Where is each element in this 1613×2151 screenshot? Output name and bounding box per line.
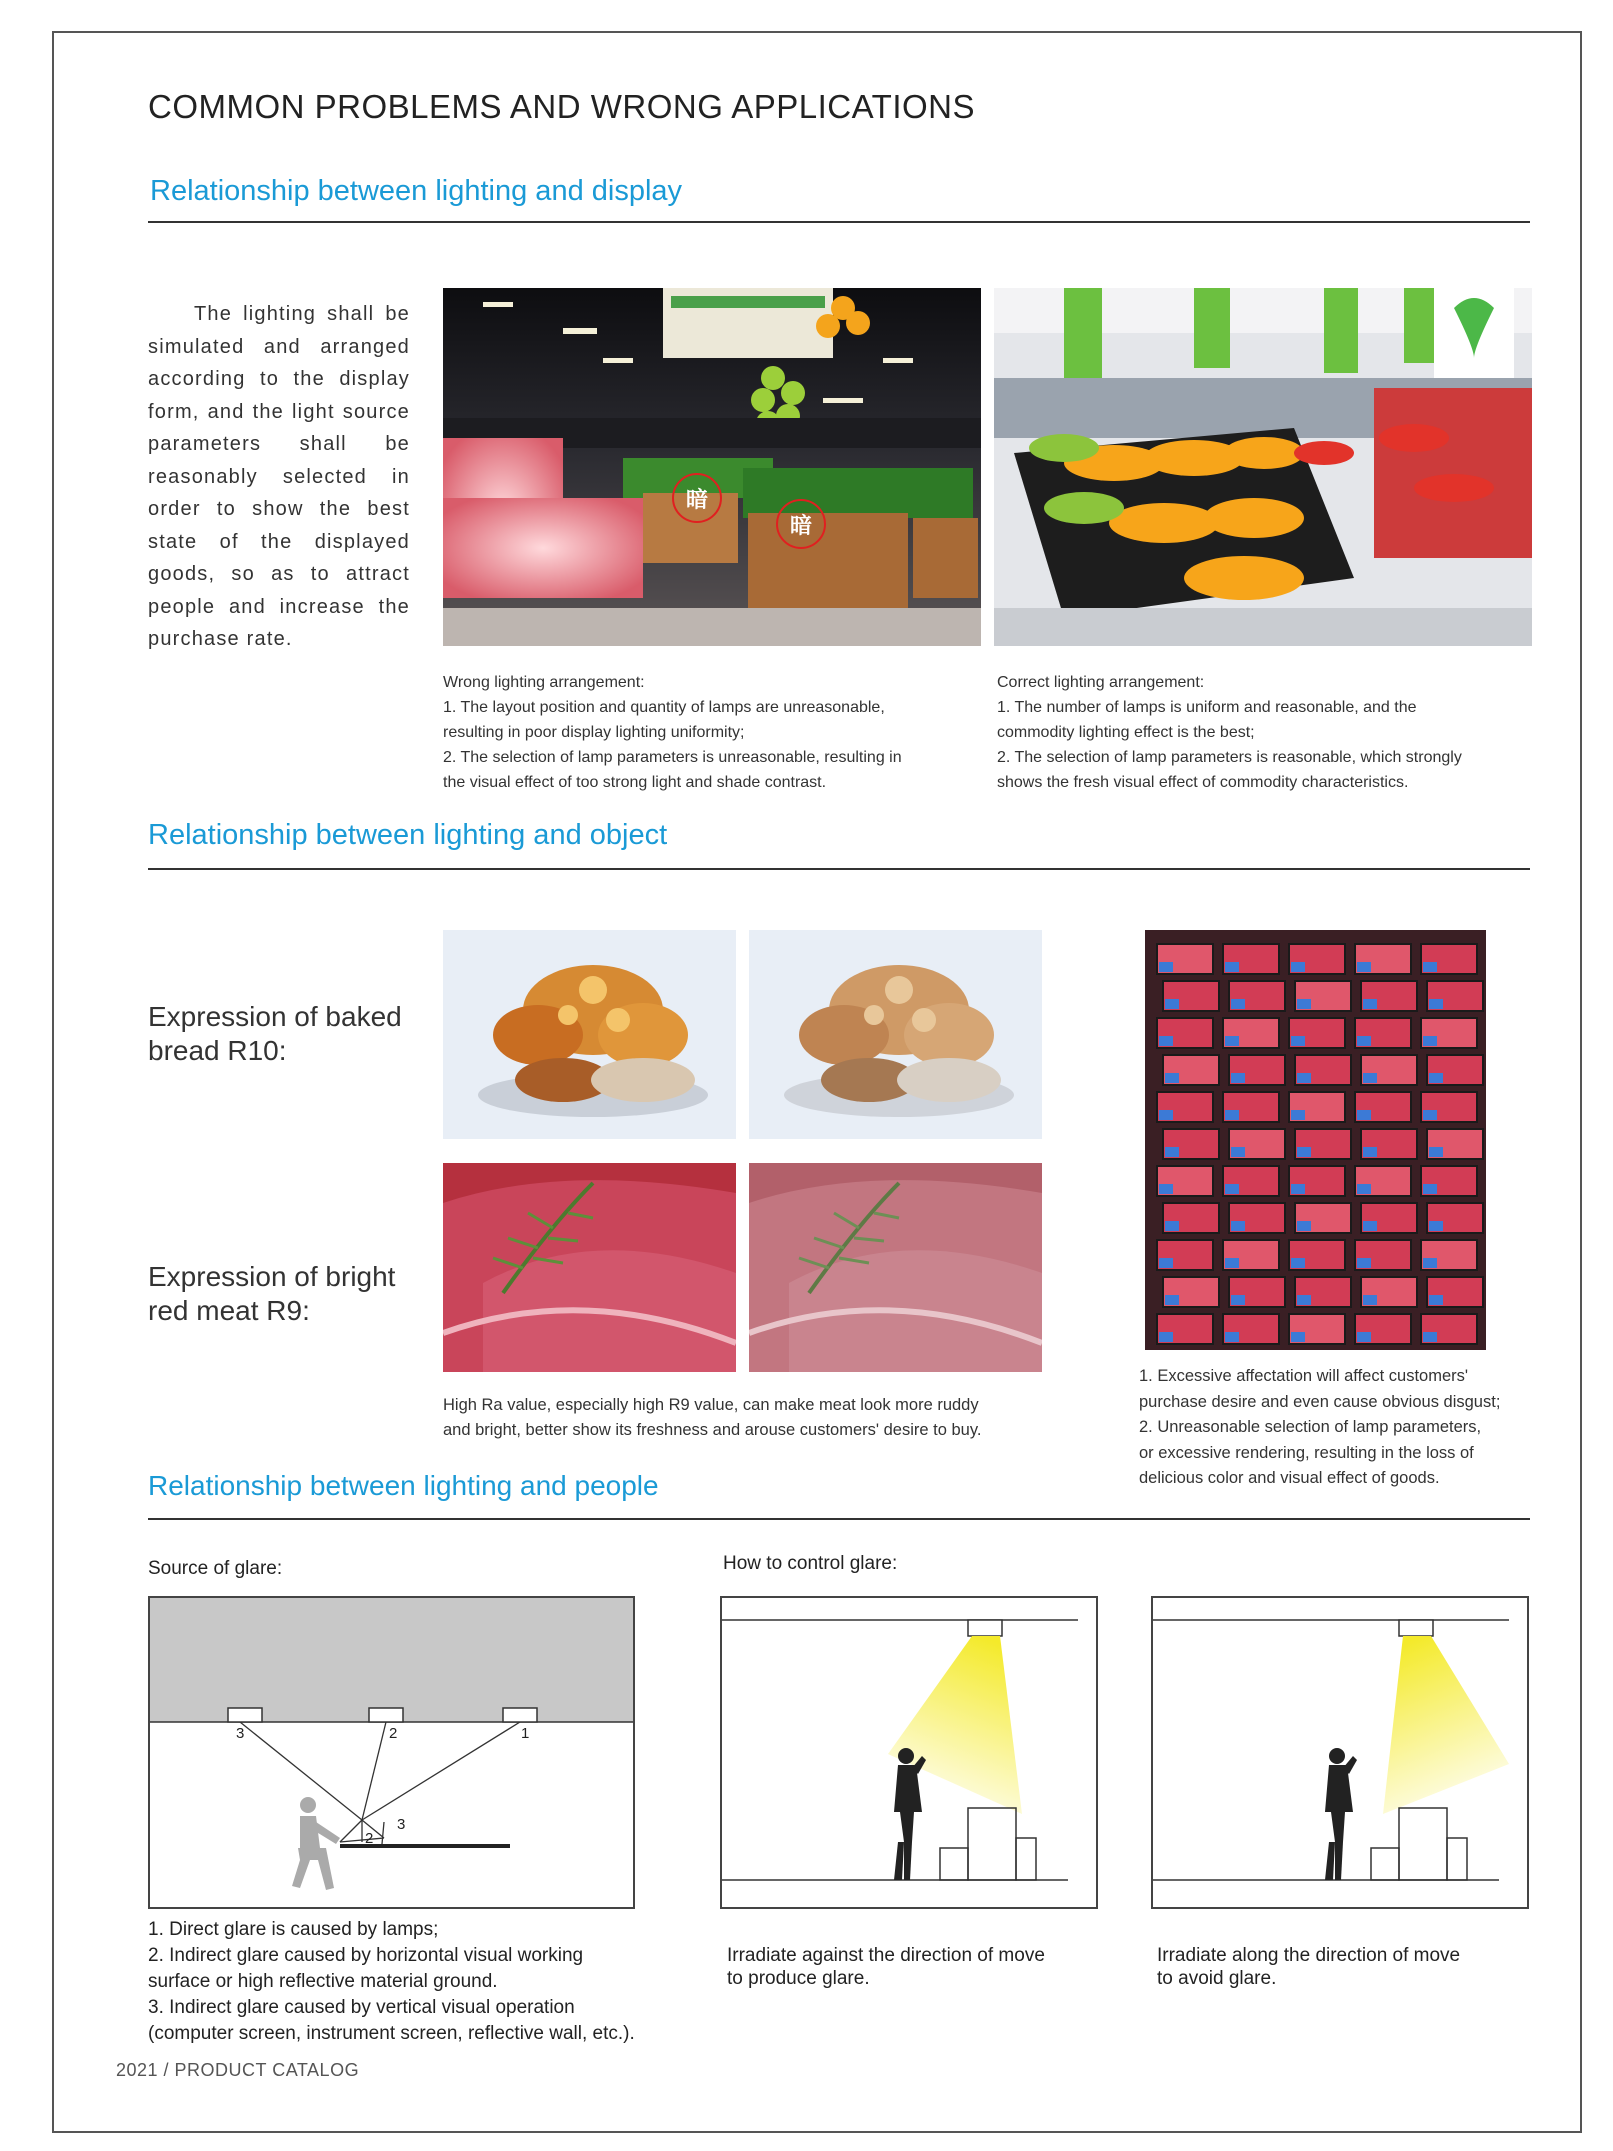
section-rule	[148, 221, 1530, 223]
caption-line: 2. The selection of lamp parameters is reasonable, which strongly	[997, 749, 1462, 766]
caption-line: the visual effect of too strong light and shade contrast.	[443, 774, 827, 791]
caption-title: Wrong lighting arrangement:	[443, 674, 645, 691]
reflection-number: 3	[397, 1816, 406, 1833]
photo-meat-r9-low	[749, 1163, 1042, 1372]
photo-meat-r9-high	[443, 1163, 736, 1372]
lamp-number: 2	[389, 1725, 398, 1742]
glare-source-label: Source of glare:	[148, 1558, 283, 1579]
note-line: 1. Direct glare is caused by lamps;	[148, 1919, 439, 1940]
caption-line: or excessive rendering, resulting in the loss of	[1139, 1443, 1474, 1462]
reflection-number: 2	[365, 1830, 374, 1847]
dark-spot-badge: 暗	[776, 499, 826, 549]
photo-wrong-lighting-supermarket	[443, 288, 981, 646]
glare-control-label: How to control glare:	[723, 1553, 898, 1574]
caption-line: 1. The number of lamps is uniform and reasonable, and the	[997, 699, 1417, 716]
caption-line: 2. Unreasonable selection of lamp parameters,	[1139, 1418, 1482, 1436]
caption-line: purchase desire and even cause obvious disgust;	[1139, 1392, 1501, 1411]
section-heading-people: Relationship between lighting and people	[148, 1470, 659, 1501]
section-rule	[148, 1518, 1530, 1520]
label-line: bread R10:	[148, 1035, 287, 1066]
caption-line: to produce glare.	[727, 1968, 870, 1989]
lamp-number: 3	[236, 1725, 245, 1742]
against-direction-caption	[727, 1944, 1045, 1990]
lamp-number: 1	[521, 1725, 530, 1742]
label-line: Expression of bright	[148, 1261, 396, 1292]
caption-line: Irradiate along the direction of move	[1157, 1945, 1461, 1966]
section-heading-display: Relationship between lighting and display	[150, 175, 683, 207]
photo-correct-lighting-supermarket	[994, 288, 1532, 646]
caption-line: delicious color and visual effect of goods.	[1139, 1469, 1440, 1487]
bread-label	[148, 1000, 402, 1068]
along-direction-caption	[1157, 1944, 1460, 1990]
caption-line: to avoid glare.	[1157, 1968, 1277, 1989]
meat-case-caption	[1139, 1364, 1500, 1492]
note-line: surface or high reflective material ground.	[148, 1971, 498, 1992]
note-line: 2. Indirect glare caused by horizontal visual working	[148, 1945, 584, 1966]
caption-line: High Ra value, especially high R9 value, can make meat look more ruddy	[443, 1396, 979, 1414]
wrong-arrangement-caption	[443, 670, 902, 795]
caption-line: Irradiate against the direction of move	[727, 1945, 1045, 1966]
photo-meat-display-case	[1145, 930, 1486, 1350]
caption-line: and bright, better show its freshness and arouse customers' desire to buy.	[443, 1421, 982, 1439]
caption-line: resulting in poor display lighting uniformity;	[443, 724, 745, 741]
caption-line: 2. The selection of lamp parameters is unreasonable, resulting in	[443, 749, 902, 766]
caption-line: 1. Excessive affectation will affect customers'	[1139, 1367, 1469, 1385]
page-footer: 2021 / PRODUCT CATALOG	[116, 2060, 360, 2080]
r9-caption	[443, 1393, 981, 1443]
glare-source-diagram	[148, 1596, 635, 1909]
caption-line: commodity lighting effect is the best;	[997, 724, 1255, 741]
note-line: (computer screen, instrument screen, reflective wall, etc.).	[148, 2023, 635, 2044]
photo-bread-r10-high	[443, 930, 736, 1139]
caption-line: 1. The layout position and quantity of lamps are unreasonable,	[443, 699, 885, 716]
photo-bread-r10-low	[749, 930, 1042, 1139]
section-heading-object: Relationship between lighting and object	[148, 819, 668, 851]
label-line: red meat R9:	[148, 1295, 310, 1326]
section-rule	[148, 868, 1530, 870]
meat-label	[148, 1260, 395, 1328]
label-line: Expression of baked	[148, 1001, 402, 1032]
correct-arrangement-caption	[997, 670, 1462, 795]
dark-spot-badge: 暗	[672, 473, 722, 523]
caption-title: Correct lighting arrangement:	[997, 674, 1205, 691]
display-intro-text: The lighting shall be simulated and arranged according to the display form, and the light source parameters shall be reasonably selected in order to show the best state of the displayed goods, so as to attract people and increase the purchase rate.	[148, 303, 410, 650]
glare-notes	[148, 1917, 635, 2047]
page-title: COMMON PROBLEMS AND WRONG APPLICATIONS	[148, 88, 976, 125]
caption-line: shows the fresh visual effect of commodity characteristics.	[997, 774, 1409, 791]
glare-along-direction-diagram	[1151, 1596, 1529, 1909]
glare-against-direction-diagram	[720, 1596, 1098, 1909]
note-line: 3. Indirect glare caused by vertical visual operation	[148, 1997, 575, 2018]
